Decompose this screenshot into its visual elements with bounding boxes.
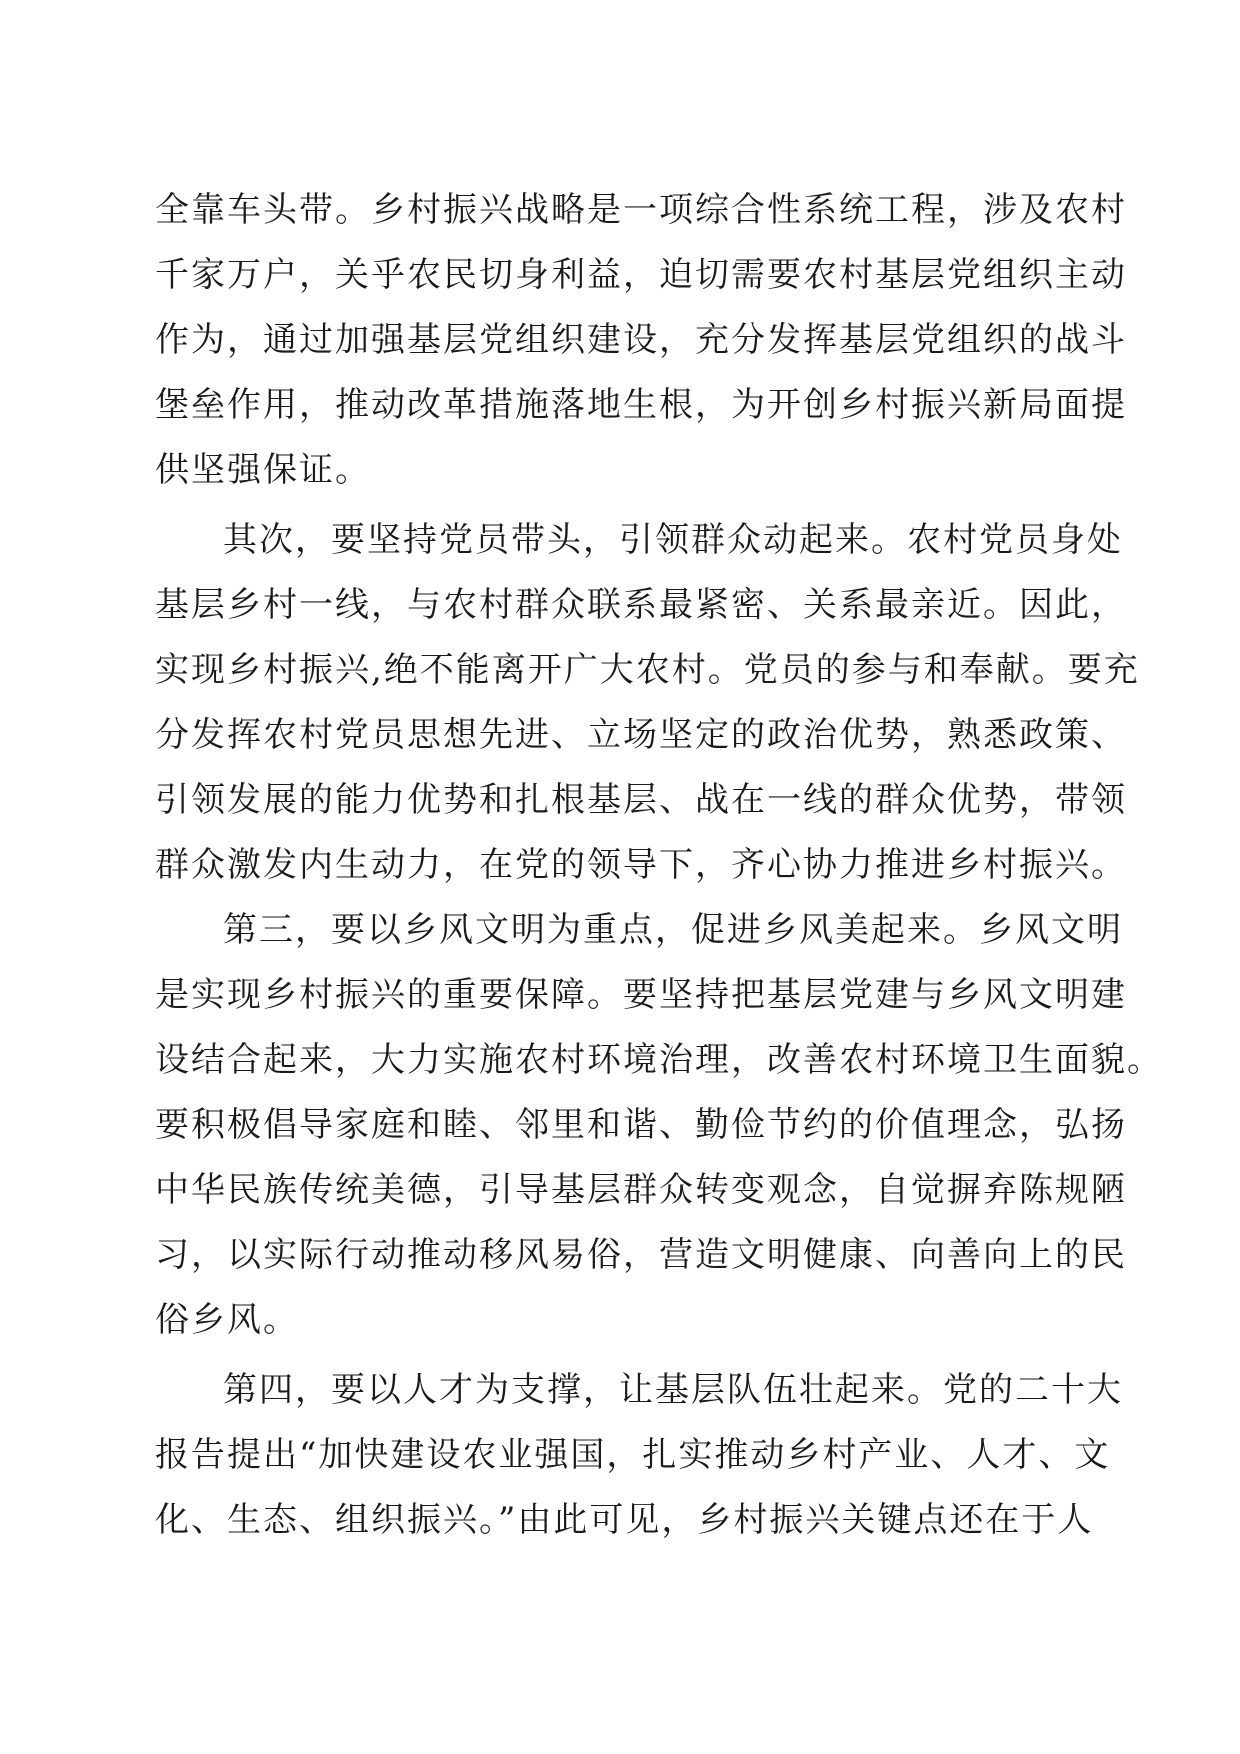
paragraph-start-line: 第四，要以人才为支撑，让基层队伍壮起来。党的二十大 xyxy=(223,1370,1123,1410)
text-line: 中华民族传统美德，引导基层群众转变观念，自觉摒弃陈规陋 xyxy=(155,1170,1127,1210)
paragraph-start-line: 第三，要以乡风文明为重点，促进乡风美起来。乡风文明 xyxy=(223,910,1123,950)
text-line: 作为，通过加强基层党组织建设，充分发挥基层党组织的战斗 xyxy=(155,320,1127,360)
text-line: 供坚强保证。 xyxy=(155,450,371,490)
text-line: 引领发展的能力优势和扎根基层、战在一线的群众优势，带领 xyxy=(155,780,1127,820)
text-line: 要积极倡导家庭和睦、邻里和谐、勤俭节约的价值理念，弘扬 xyxy=(155,1105,1127,1145)
text-line: 俗乡风。 xyxy=(155,1300,299,1340)
text-line: 堡垒作用，推动改革措施落地生根，为开创乡村振兴新局面提 xyxy=(155,385,1127,425)
text-line: 基层乡村一线，与农村群众联系最紧密、关系最亲近。因此， xyxy=(155,585,1127,625)
text-line: 设结合起来，大力实施农村环境治理，改善农村环境卫生面貌。 xyxy=(155,1040,1163,1080)
text-line: 群众激发内生动力，在党的领导下，齐心协力推进乡村振兴。 xyxy=(155,845,1127,885)
text-line: 千家万户，关乎农民切身利益，迫切需要农村基层党组织主动 xyxy=(155,255,1127,295)
text-line: 实现乡村振兴,绝不能离开广大农村。党员的参与和奉献。要充 xyxy=(155,650,1140,690)
text-line: 是实现乡村振兴的重要保障。要坚持把基层党建与乡风文明建 xyxy=(155,975,1127,1015)
text-line: 化、生态、组织振兴。”由此可见，乡村振兴关键点还在于人 xyxy=(155,1500,1094,1540)
paragraph-start-line: 其次，要坚持党员带头，引领群众动起来。农村党员身处 xyxy=(223,520,1123,560)
text-line: 习，以实际行动推动移风易俗，营造文明健康、向善向上的民 xyxy=(155,1235,1127,1275)
text-line: 全靠车头带。乡村振兴战略是一项综合性系统工程，涉及农村 xyxy=(155,190,1127,230)
text-line: 分发挥农村党员思想先进、立场坚定的政治优势，熟悉政策、 xyxy=(155,715,1127,755)
text-line: 报告提出“加快建设农业强国，扎实推动乡村产业、人才、文 xyxy=(155,1435,1111,1475)
